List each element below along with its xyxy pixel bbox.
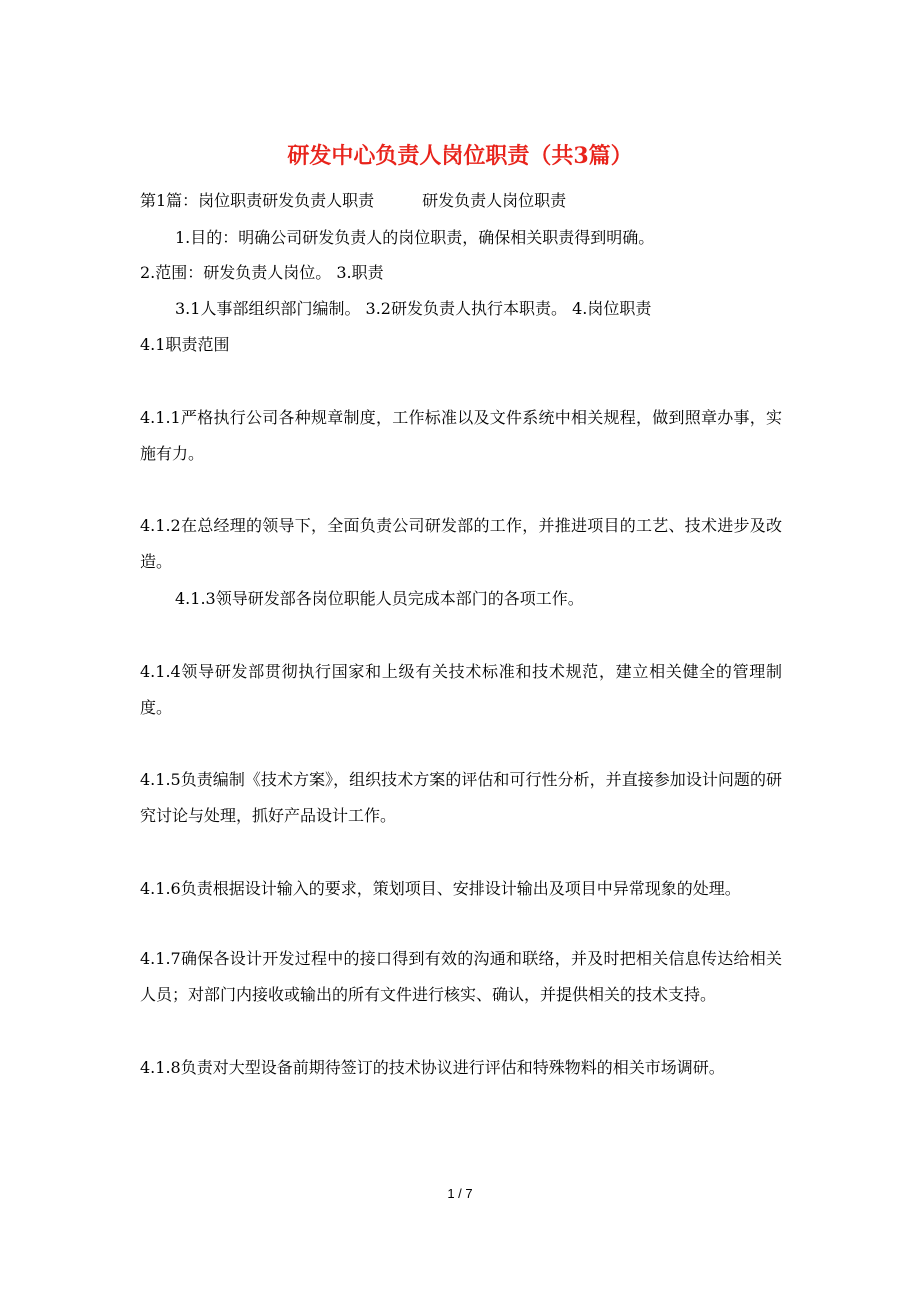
paragraph-4-1-2: 4.1.2在总经理的领导下，全面负责公司研发部的工作，并推进项目的工艺、技术进步及改造。: [140, 516, 782, 571]
page-number: 1 / 7: [447, 1186, 473, 1201]
paragraph-4-1-8: 4.1.8负责对大型设备前期待签订的技术协议进行评估和特殊物料的相关市场调研。: [140, 1058, 725, 1077]
paragraph-4-1-1: 4.1.1严格执行公司各种规章制度，工作标准以及文件系统中相关规程，做到照章办事，实施有力。: [140, 408, 782, 463]
paragraph-4-1-6: 4.1.6负责根据设计输入的要求，策划项目、安排设计输出及项目中异常现象的处理。: [140, 879, 741, 898]
paragraph-responsibility: 3.1人事部组织部门编制。 3.2研发负责人执行本职责。 4.岗位职责: [175, 299, 652, 318]
paragraph-4-1-5: 4.1.5负责编制《技术方案》，组织技术方案的评估和可行性分析，并直接参加设计问题的研究讨论与处理，抓好产品设计工作。: [140, 770, 782, 825]
paragraph-4-1-3: 4.1.3领导研发部各岗位职能人员完成本部门的各项工作。: [175, 589, 584, 608]
paragraph-4-1-4: 4.1.4领导研发部贯彻执行国家和上级有关技术标准和技术规范，建立相关健全的管理制度。: [140, 662, 782, 717]
document-title: 研发中心负责人岗位职责（共3篇）: [287, 143, 633, 169]
paragraph-4-1-7: 4.1.7确保各设计开发过程中的接口得到有效的沟通和联络，并及时把相关信息传达给相关人员；对部门内接收或输出的所有文件进行核实、确认，并提供相关的技术支持。: [140, 949, 782, 1004]
paragraph-part-heading: 第1篇：岗位职责研发负责人职责 研发负责人岗位职责: [140, 191, 567, 210]
paragraph-purpose: 1.目的：明确公司研发负责人的岗位职责，确保相关职责得到明确。: [175, 228, 655, 247]
paragraph-section-4-1: 4.1职责范围: [140, 335, 230, 354]
paragraph-scope: 2.范围：研发负责人岗位。 3.职责: [140, 263, 384, 282]
